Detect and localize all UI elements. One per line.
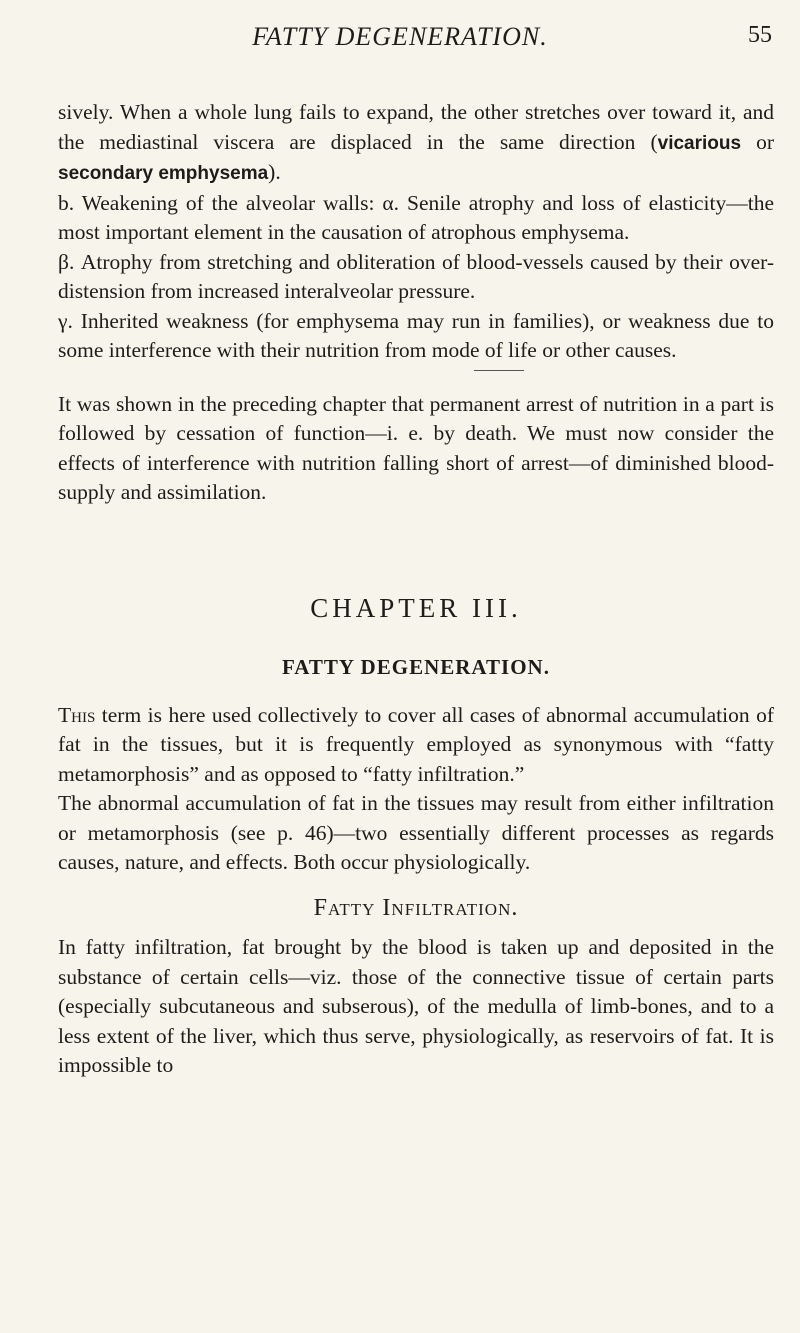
page-text [58, 98, 774, 1081]
running-title: FATTY DEGENERATION. [252, 22, 548, 51]
paragraph-transition: It was shown in the preceding chapter that permanent arrest of nutrition in a part is followed by cessation of function—i. e. by death. We must now consider the effects of interference with nutrition falling short of arrest—of diminished blood-supply and assimilation. [58, 391, 774, 504]
chapter-number: CHAPTER III. [310, 592, 522, 623]
text-run: sively. When a whole lung fails to expand, the other stretches over toward it, and the mediastinal viscera are displaced in the same direction ( [58, 100, 774, 154]
emphasis-secondary-emphysema: secondary emphysema [58, 163, 269, 184]
text-run: or [741, 129, 774, 154]
emphasis-vicarious: vicarious [657, 132, 742, 154]
page-number: 55 [748, 22, 772, 48]
paragraph-b: b. Weakening of the alveolar walls: α. Senile atrophy and loss of elasticity—the most important element in the causation of atrophous emphysema. [58, 190, 774, 244]
paragraph-accumulation: The abnormal accumulation of fat in the tissues may result from either infiltration or metamorphosis (see p. 46)—two essentially different processes as regards causes, nature, and effects. Both occur physiologically. [58, 791, 774, 874]
paragraph-gamma: γ. Inherited weakness (for emphysema may run in families), or weakness due to some interference with their nutrition from mode of life or other causes. [58, 308, 774, 362]
paragraph-beta: β. Atrophy from stretching and obliteration of blood-vessels caused by their over-distension from increased interalveolar pressure. [58, 249, 774, 303]
text-run: term is here used collectively to cover all cases of abnormal accumulation of fat in the tissues, but it is frequently employed as synonymous with “fatty metamorphosis” and as opposed to “fatty infiltration.” [58, 702, 774, 786]
section-title: Fatty Infiltration. [313, 894, 519, 921]
paragraph-chapter-intro [58, 701, 774, 790]
rule-line [474, 370, 524, 371]
paragraph-continuation [58, 98, 774, 189]
running-head [0, 22, 800, 62]
chapter-title: FATTY DEGENERATION. [282, 655, 550, 679]
text-run: ). [268, 160, 281, 184]
separator-rule [58, 366, 774, 390]
paragraph-fatty-infiltration: In fatty infiltration, fat brought by the blood is taken up and deposited in the substance of certain cells—viz. those of the connective tissue of certain parts (especially subcutaneous and subserous), of the medulla of limb-bones, and to a less extent of the liver, which thus serve, physiologically, as reservoirs of fat. It is impossible to [58, 935, 774, 1077]
lead-word: This [58, 702, 96, 727]
